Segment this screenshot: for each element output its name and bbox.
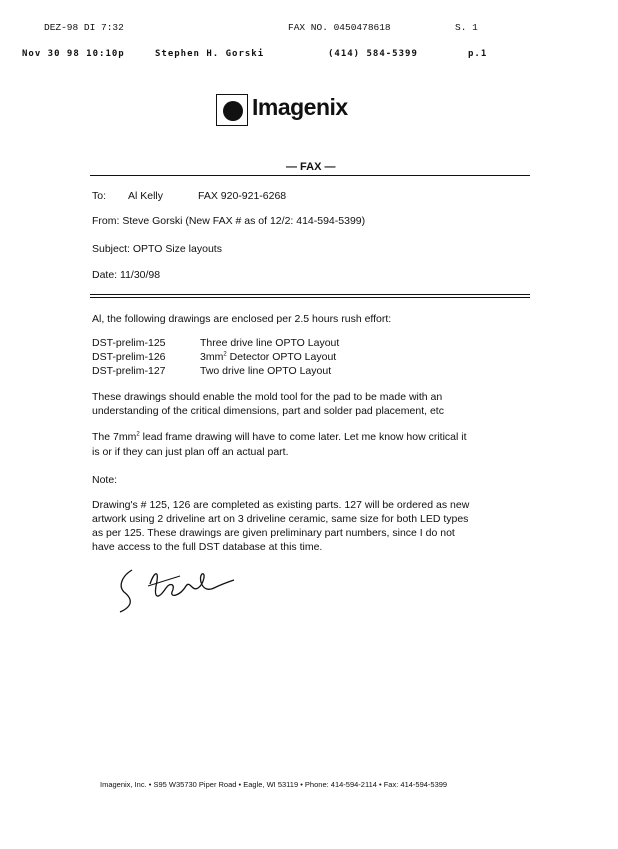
drawing-id: DST-prelim-126: [92, 351, 166, 363]
drawing-id: DST-prelim-127: [92, 365, 166, 377]
fax-header-sender: Stephen H. Gorski: [155, 49, 265, 59]
paragraph-line: understanding of the critical dimensions, part and solder pad placement, etc: [92, 405, 444, 417]
paragraph-line: These drawings should enable the mold tool for the pad to be made with an: [92, 391, 443, 403]
paragraph-line: have access to the full DST database at this time.: [92, 541, 323, 553]
imagenix-logo: [216, 94, 360, 126]
drawing-desc: Three drive line OPTO Layout: [200, 337, 340, 349]
paragraph-line: artwork using 2 driveline art on 3 driveline ceramic, same size for both LED types: [92, 513, 469, 525]
note-label: Note:: [92, 474, 118, 486]
drawing-desc: $3mm^2$ Detector OPTO Layout: [200, 351, 337, 363]
paragraph-line: as per 125. These drawings are given preliminary part numbers, since I do not: [92, 527, 455, 539]
to-fax: FAX 920-921-6268: [198, 190, 287, 202]
to-label: To:: [92, 190, 107, 202]
drawing-id: DST-prelim-125: [92, 337, 166, 349]
fax-header-phone: (414) 584-5399: [328, 49, 418, 59]
to-value: Al Kelly: [128, 190, 164, 202]
paragraph-line: is or if they can just plan off an actual part.: [92, 446, 289, 458]
logo-text: Imagenix: [252, 94, 348, 120]
fax-title: — FAX —: [286, 161, 336, 173]
divider: [90, 297, 530, 298]
paragraph-line: The $7mm^2$ lead frame drawing will have to come later. Let me know how critical it: [92, 431, 467, 443]
date-field: Date: 11/30/98: [92, 269, 161, 281]
from-field: From: Steve Gorski (New FAX # as of 12/2: 414-594-5399): [92, 215, 366, 227]
fax-header-timestamp: DEZ-98 DI 7:32: [44, 22, 124, 33]
paragraph-line: Drawing's # 125, 126 are completed as existing parts. 127 will be ordered as new: [92, 499, 470, 511]
intro-text: Al, the following drawings are enclosed per 2.5 hours rush effort:: [92, 313, 392, 325]
signature: [110, 562, 240, 617]
divider: [90, 294, 530, 295]
divider: [90, 175, 530, 176]
footer-address: Imagenix, Inc. • S95 W35730 Piper Road • Eagle, WI 53119 • Phone: 414-594-2114 • Fax: 414-594-5399: [100, 780, 448, 789]
drawing-desc: Two drive line OPTO Layout: [200, 365, 332, 377]
fax-header-number: FAX NO. 0450478618: [288, 22, 391, 33]
logo-box-icon: [216, 94, 248, 126]
fax-header-date: Nov 30 98 10:10p: [22, 49, 125, 59]
fax-header-page: S. 1: [455, 22, 478, 33]
subject-field: Subject: OPTO Size layouts: [92, 243, 222, 255]
fax-header-pagenum: p.1: [468, 49, 488, 59]
